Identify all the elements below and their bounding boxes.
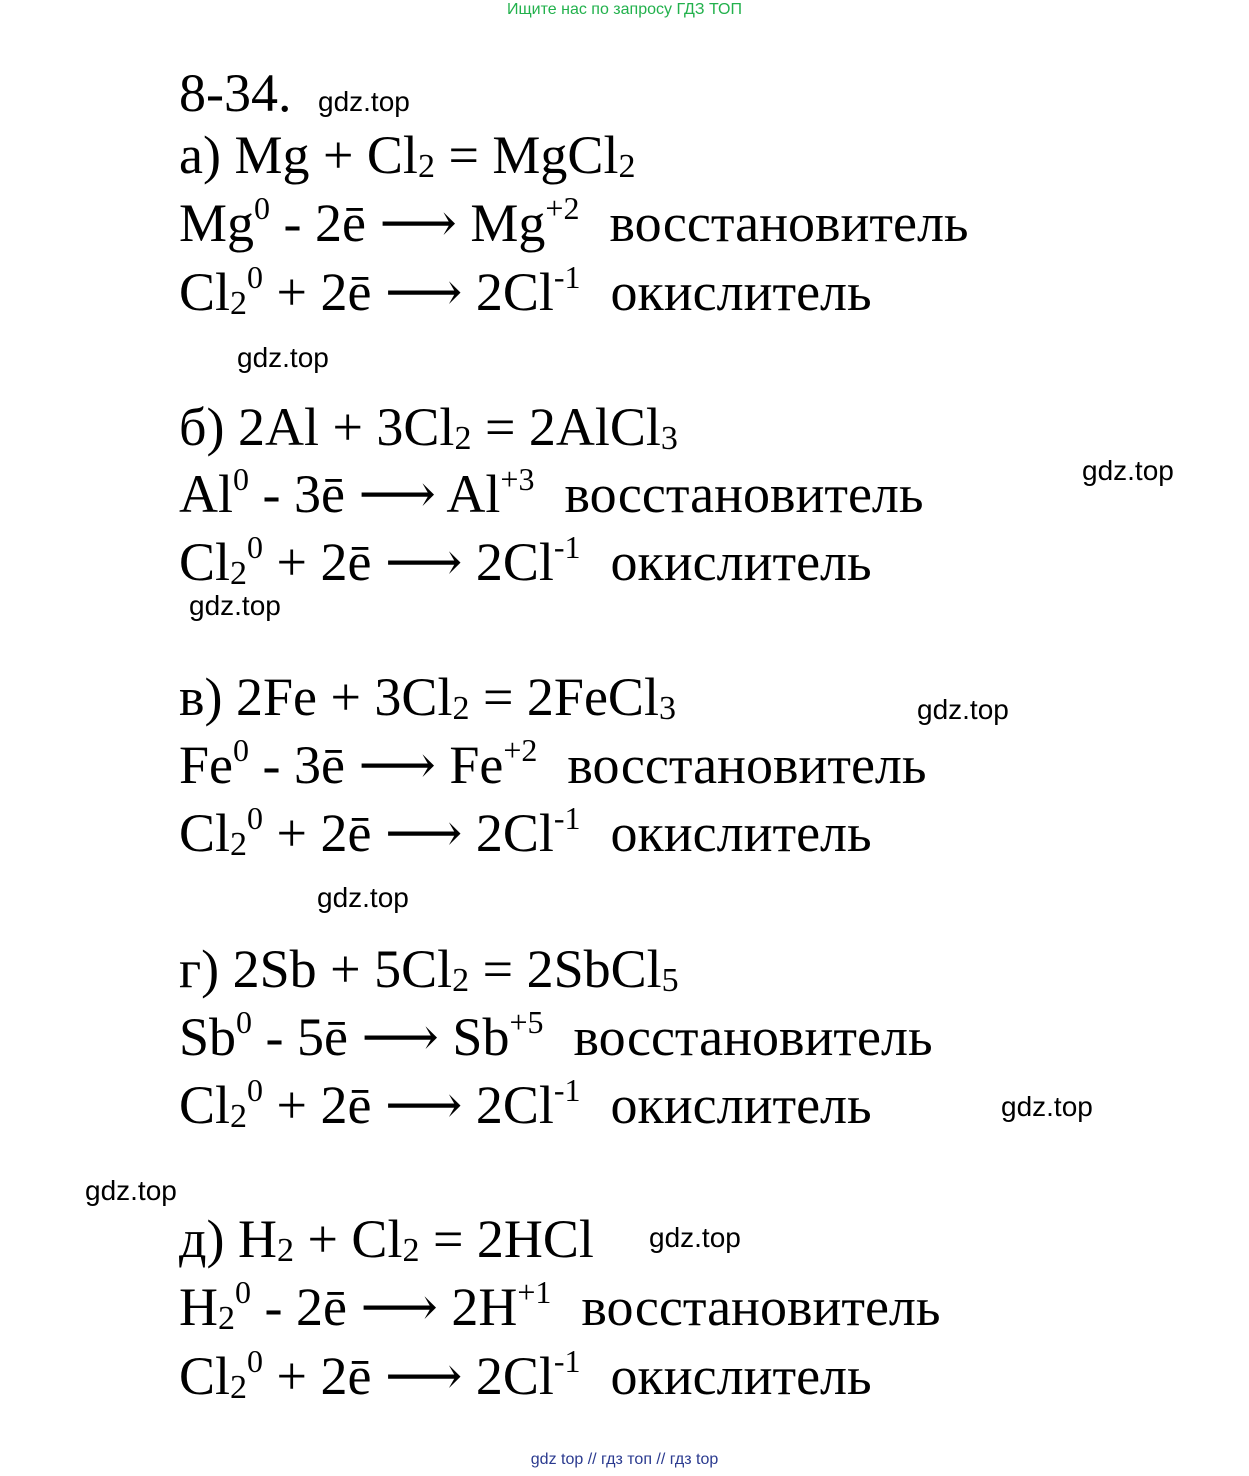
watermark: gdz.top	[1001, 1091, 1093, 1122]
role-reducer: восстановитель	[564, 464, 924, 524]
half-reaction-v-1: Fe$^0$ - 3ē ⟶ $Fe^{+2}$ восстановитель	[179, 732, 927, 795]
half-reaction-g-1: Sb$^0$ - 5ē ⟶ $Sb^{+5}$ восстановитель	[179, 1004, 933, 1067]
role-reducer: восстановитель	[581, 1277, 941, 1337]
watermark: gdz.top	[318, 86, 410, 117]
half-reaction-v-2: $Cl_2^0$ + 2ē ⟶ $2Cl^{-1}$ окислитель	[179, 800, 872, 863]
role-oxidizer: окислитель	[610, 532, 872, 592]
reaction-d: д) $H_2 + Cl_2 = 2HCl$	[179, 1209, 594, 1269]
problem-number: 8-34.	[179, 63, 292, 123]
watermark: gdz.top	[237, 342, 329, 373]
half-reaction-b-2: $Cl_2^0$ + 2ē ⟶ $2Cl^{-1}$ окислитель	[179, 529, 872, 592]
half-reaction-d-1: $H_2^0$ - 2ē ⟶ $2H^{+1}$ восстановитель	[179, 1274, 941, 1337]
half-reaction-a-2: $Cl_2^0$ + 2ē ⟶ $2Cl^{-1}$ окислитель	[179, 259, 872, 322]
role-oxidizer: окислитель	[610, 262, 872, 322]
reaction-v: в) $2Fe + 3Cl_2$ = 2FeCl$_3$	[179, 667, 676, 727]
role-reducer: восстановитель	[567, 735, 927, 795]
watermark: gdz.top	[1082, 455, 1174, 486]
role-reducer: восстановитель	[609, 193, 969, 253]
role-oxidizer: окислитель	[610, 1075, 872, 1135]
role-reducer: восстановитель	[573, 1007, 933, 1067]
footer-links: gdz top // гдз топ // гдз top	[530, 1451, 719, 1468]
half-reaction-a-1: Mg$^0$ - 2ē ⟶ $Mg^{+2}$ восстановитель	[179, 190, 969, 253]
watermark: gdz.top	[649, 1222, 741, 1253]
watermark: gdz.top	[85, 1175, 177, 1206]
role-oxidizer: окислитель	[610, 803, 872, 863]
half-reaction-d-2: $Cl_2^0$ + 2ē ⟶ $2Cl^{-1}$ окислитель	[179, 1343, 872, 1406]
reaction-a: а) $Mg + Cl_2$ = MgCl$_2$	[179, 125, 636, 185]
watermark: gdz.top	[317, 882, 409, 913]
role-oxidizer: окислитель	[610, 1346, 872, 1406]
watermark: gdz.top	[917, 694, 1009, 725]
watermark: gdz.top	[189, 590, 281, 621]
reaction-g: г) $2Sb + 5Cl_2$ = 2SbCl$_5$	[179, 939, 679, 999]
half-reaction-g-2: $Cl_2^0$ + 2ē ⟶ $2Cl^{-1}$ окислитель	[179, 1072, 872, 1135]
half-reaction-b-1: Al$^0$ - 3ē ⟶ $Al^{+3}$ восстановитель	[179, 461, 924, 524]
reaction-b: б) $2Al + 3Cl_2$ = 2AlCl$_3$	[179, 397, 678, 457]
top-banner: Ищите нас по запросу ГДЗ ТОП	[507, 1, 742, 18]
